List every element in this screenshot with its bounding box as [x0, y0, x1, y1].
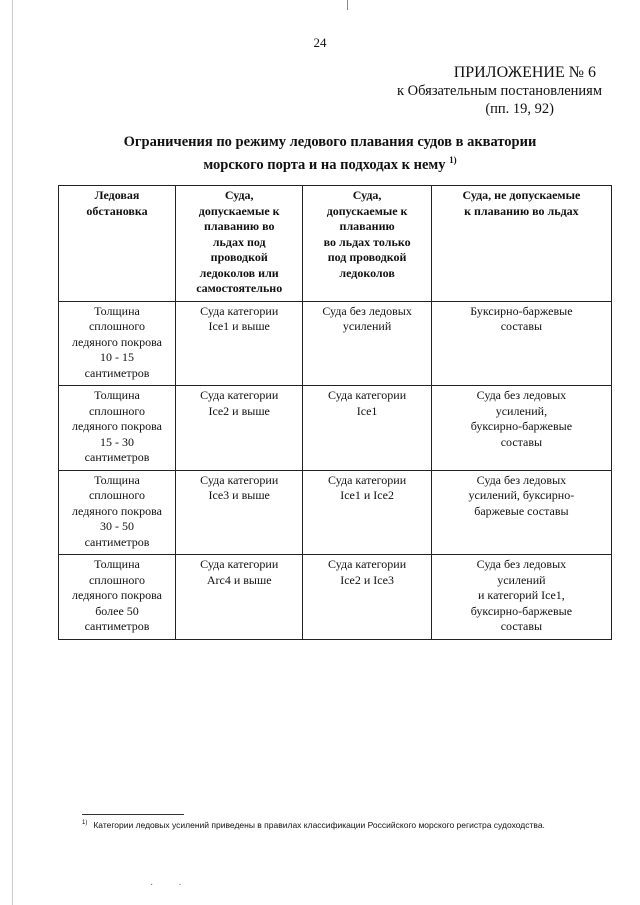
footnote [82, 820, 545, 830]
header-allowed-only-with-icebreaker: Суда, допускаемые к плаванию во льдах только под проводкой ледоколов [303, 186, 431, 302]
ice-restrictions-table [58, 185, 612, 640]
title-footnote-mark: 1) [449, 155, 457, 165]
table-cell: Суда категории Ice1 и Ice2 [303, 470, 431, 555]
table-row [59, 555, 612, 640]
table-cell: Толщина сплошного ледяного покрова 10 - 15 сантиметров [59, 301, 176, 386]
table-cell: Суда без ледовых усилений, буксирно-баржевые составы [431, 386, 611, 471]
table-cell: Суда категории Ice1 и выше [176, 301, 303, 386]
table-cell: Суда категории Ice2 и выше [176, 386, 303, 471]
table-cell: Суда категории Ice1 [303, 386, 431, 471]
document-title-line1: Ограничения по режиму ледового плавания судов в акватории [123, 134, 537, 150]
table-row [59, 470, 612, 555]
table-header-row [59, 186, 612, 302]
scan-artifact-dots: · · [150, 880, 182, 891]
table-cell: Суда категории Arc4 и выше [176, 555, 303, 640]
document-title-line2-text: морского порта и на подходах к нему [203, 157, 446, 173]
document-title-line2 [80, 151, 580, 174]
table-row [59, 386, 612, 471]
appendix-title: ПРИЛОЖЕНИЕ № 6 [453, 64, 596, 81]
table-cell: Толщина сплошного ледяного покрова 30 - 50 сантиметров [59, 470, 176, 555]
scan-edge-line [12, 0, 13, 905]
table-cell: Толщина сплошного ледяного покрова 15 - 30 сантиметров [59, 386, 176, 471]
page-number: 24 [313, 35, 327, 50]
appendix-reference: (пп. 19, 92) [485, 101, 554, 117]
footnote-mark: 1) [82, 820, 88, 827]
table-cell: Суда категории Ice3 и выше [176, 470, 303, 555]
appendix-subtitle: к Обязательным постановлениям [397, 83, 602, 99]
footnote-text: Категории ледовых усилений приведены в правилах классификации Российского морского регистра судоходства. [93, 820, 545, 830]
scan-top-mark [347, 0, 348, 10]
table-cell: Суда без ледовых усилений [303, 301, 431, 386]
table-cell: Буксирно-баржевые составы [431, 301, 611, 386]
document-title [80, 133, 580, 174]
appendix-header [397, 64, 602, 118]
header-ice-conditions: Ледовая обстановка [59, 186, 176, 302]
footnote-divider [82, 814, 184, 815]
table-cell: Суда без ледовых усилений и категорий Ice1, буксирно-баржевые составы [431, 555, 611, 640]
header-not-allowed: Суда, не допускаемые к плаванию во льдах [431, 186, 611, 302]
table-row [59, 301, 612, 386]
header-allowed-with-icebreaker-or-independent: Суда, допускаемые к плаванию во льдах под проводкой ледоколов или самостоятельно [176, 186, 303, 302]
table-cell: Суда без ледовых усилений, буксирно- баржевые составы [431, 470, 611, 555]
table-cell: Суда категории Ice2 и Ice3 [303, 555, 431, 640]
table-cell: Толщина сплошного ледяного покрова более 50 сантиметров [59, 555, 176, 640]
